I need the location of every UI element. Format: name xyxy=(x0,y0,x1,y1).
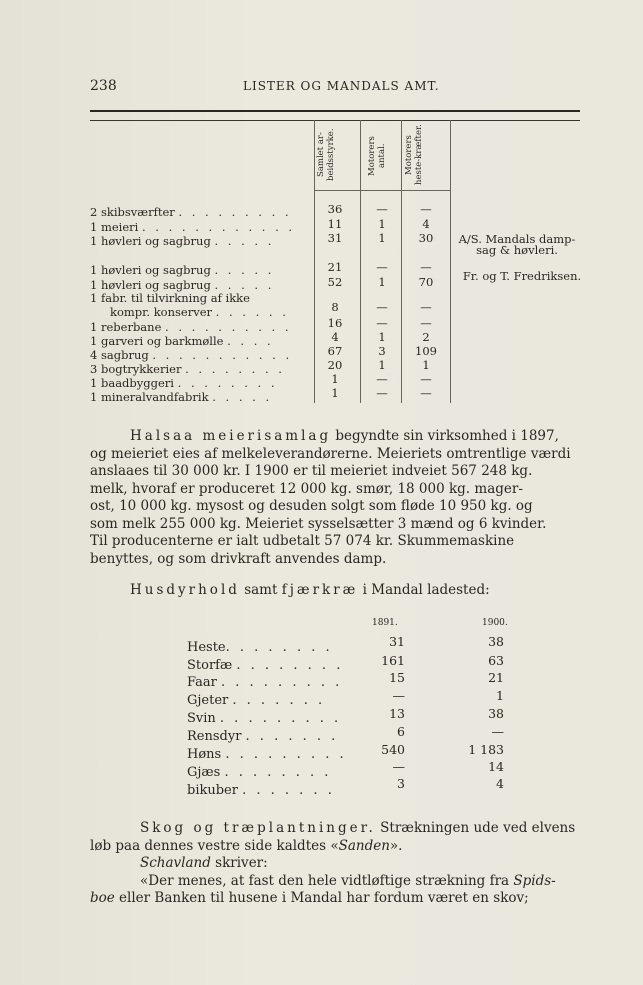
cell-workers: 67 xyxy=(327,344,343,358)
table-top-rule xyxy=(90,120,580,121)
running-title: LISTER OG MANDALS AMT. xyxy=(243,79,440,93)
cell-hp: — xyxy=(420,202,432,216)
cell-workers: 36 xyxy=(327,202,343,216)
cell-workers: 16 xyxy=(327,316,343,330)
cell-workers: 11 xyxy=(327,217,343,231)
cell-hp: — xyxy=(420,300,432,314)
year-header-1891: 1891. xyxy=(372,618,398,628)
cell-workers: 20 xyxy=(327,358,343,372)
table-row-label: 1 mineralvandfabrik . . . . . xyxy=(90,390,273,404)
cell-hp: 2 xyxy=(422,330,430,344)
cell-motors: 1 xyxy=(378,275,386,289)
table-divider xyxy=(450,120,451,403)
value-1891: 161 xyxy=(381,653,405,668)
livestock-row: Heste. . . . . . . . xyxy=(187,640,333,655)
value-1891: — xyxy=(392,688,405,703)
table-row-label: 1 baadbyggeri . . . . . . . . xyxy=(90,376,278,390)
cell-workers: 8 xyxy=(331,300,339,314)
value-1900: — xyxy=(491,724,504,739)
cell-hp: 4 xyxy=(422,217,430,231)
paragraph-dairy: Halsaa meierisamlag begyndte sin virksomhed i 1897, og meieriet eies af melkeleverandørerne. Meieriets omtrentlige værdi anslaaes til 30 000 kr. I 1900 er til meieriet indveiet 567 248 kg. melk, hvoraf er produceret 12 000 kg. smør, 18 000 kg. mager- ost, 10 000 kg. mysost og desuden solgt som fløde 10 950 kg. og som melk 255 000 kg. Meieriet sysselsætter 3 mænd og 6 kvinder. Til producenterne er ialt udbetalt 57 074 kr. Skummemaskine benyttes, og som drivkraft anvendes damp. xyxy=(90,428,571,567)
value-1891: 3 xyxy=(397,776,405,791)
livestock-row: bikuber . . . . . . . xyxy=(187,783,335,798)
value-1891: 540 xyxy=(381,742,405,757)
table-row-label: kompr. konserver . . . . . . xyxy=(110,305,289,319)
cell-motors: — xyxy=(376,372,388,386)
table-row-label: 2 skibsværfter . . . . . . . . . xyxy=(90,205,292,219)
cell-motors: — xyxy=(376,316,388,330)
value-1900: 14 xyxy=(488,759,504,774)
cell-motors: 1 xyxy=(378,358,386,372)
table-row-label: 1 høvleri og sagbrug . . . . . xyxy=(90,263,275,277)
livestock-heading: Husdyrhold samt fjærkræ i Mandal ladested: xyxy=(130,582,490,598)
table-row-label: 1 høvleri og sagbrug . . . . . xyxy=(90,234,275,248)
table-row-label: 1 meieri . . . . . . . . . . . . xyxy=(90,220,296,234)
table-row-label: 3 bogtrykkerier . . . . . . . . xyxy=(90,362,285,376)
cell-hp: — xyxy=(420,386,432,400)
cell-motors: — xyxy=(376,260,388,274)
livestock-row: Høns . . . . . . . . . xyxy=(187,747,347,762)
cell-motors: — xyxy=(376,300,388,314)
livestock-row: Gjæs . . . . . . . . xyxy=(187,765,332,780)
livestock-row: Gjeter . . . . . . . xyxy=(187,693,326,708)
value-1891: 31 xyxy=(389,634,405,649)
value-1900: 1 xyxy=(496,688,504,703)
table-divider xyxy=(360,120,361,403)
cell-hp: 109 xyxy=(415,344,437,358)
remark-text: A/S. Mandals damp- xyxy=(458,232,576,246)
cell-motors: 1 xyxy=(378,217,386,231)
page-number: 238 xyxy=(90,78,117,94)
column-header-horsepower: Motorers heste-kræfter. xyxy=(404,124,424,186)
livestock-row: Storfæ . . . . . . . . xyxy=(187,658,344,673)
cell-hp: 70 xyxy=(418,275,434,289)
cell-motors: 1 xyxy=(378,330,386,344)
table-row-label: 1 høvleri og sagbrug . . . . . xyxy=(90,278,275,292)
cell-hp: — xyxy=(420,260,432,274)
table-row-label: 1 fabr. til tilvirkning af ikke xyxy=(90,291,250,305)
cell-workers: 31 xyxy=(327,231,343,245)
value-1891: 15 xyxy=(389,670,405,685)
cell-motors: 1 xyxy=(378,231,386,245)
value-1900: 38 xyxy=(488,634,504,649)
cell-hp: 1 xyxy=(422,358,430,372)
value-1900: 1 183 xyxy=(468,742,504,757)
livestock-row: Faar . . . . . . . . . xyxy=(187,675,343,690)
remark-text: sag & høvleri. xyxy=(476,243,558,257)
column-header-workers: Samlet ar-beidsstyrke. xyxy=(316,128,336,182)
value-1891: 6 xyxy=(397,724,405,739)
cell-hp: 30 xyxy=(418,231,434,245)
column-header-motors: Motorers antal. xyxy=(367,136,387,176)
cell-motors: 3 xyxy=(378,344,386,358)
value-1891: 13 xyxy=(389,706,405,721)
paragraph-forest: Skog og træplantninger. Strækningen ude ved elvens løb paa dennes vestre side kaldtes «Sanden». Schavland skriver: «Der menes, at fast den hele vidtløftige strækning fra Spids- boe eller Banken til husene i Mandal har fordum været en skov; xyxy=(90,820,576,906)
value-1891: — xyxy=(392,759,405,774)
table-header-rule xyxy=(314,190,450,191)
table-row-label: 1 reberbane . . . . . . . . . . xyxy=(90,320,292,334)
year-header-1900: 1900. xyxy=(482,618,508,628)
header-rule xyxy=(90,110,580,112)
cell-motors: — xyxy=(376,386,388,400)
table-row-label: 4 sagbrug . . . . . . . . . . . xyxy=(90,348,293,362)
table-row-label: 1 garveri og barkmølle . . . . xyxy=(90,334,274,348)
cell-workers: 21 xyxy=(327,260,343,274)
value-1900: 21 xyxy=(488,670,504,685)
remark-text: Fr. og T. Fredriksen. xyxy=(462,269,582,283)
value-1900: 4 xyxy=(496,776,504,791)
cell-workers: 1 xyxy=(331,372,339,386)
cell-hp: — xyxy=(420,372,432,386)
livestock-row: Rensdyr . . . . . . . xyxy=(187,729,339,744)
value-1900: 63 xyxy=(488,653,504,668)
cell-workers: 1 xyxy=(331,386,339,400)
cell-workers: 52 xyxy=(327,275,343,289)
cell-motors: — xyxy=(376,202,388,216)
value-1900: 38 xyxy=(488,706,504,721)
cell-hp: — xyxy=(420,316,432,330)
cell-workers: 4 xyxy=(331,330,339,344)
livestock-row: Svin . . . . . . . . . xyxy=(187,711,342,726)
